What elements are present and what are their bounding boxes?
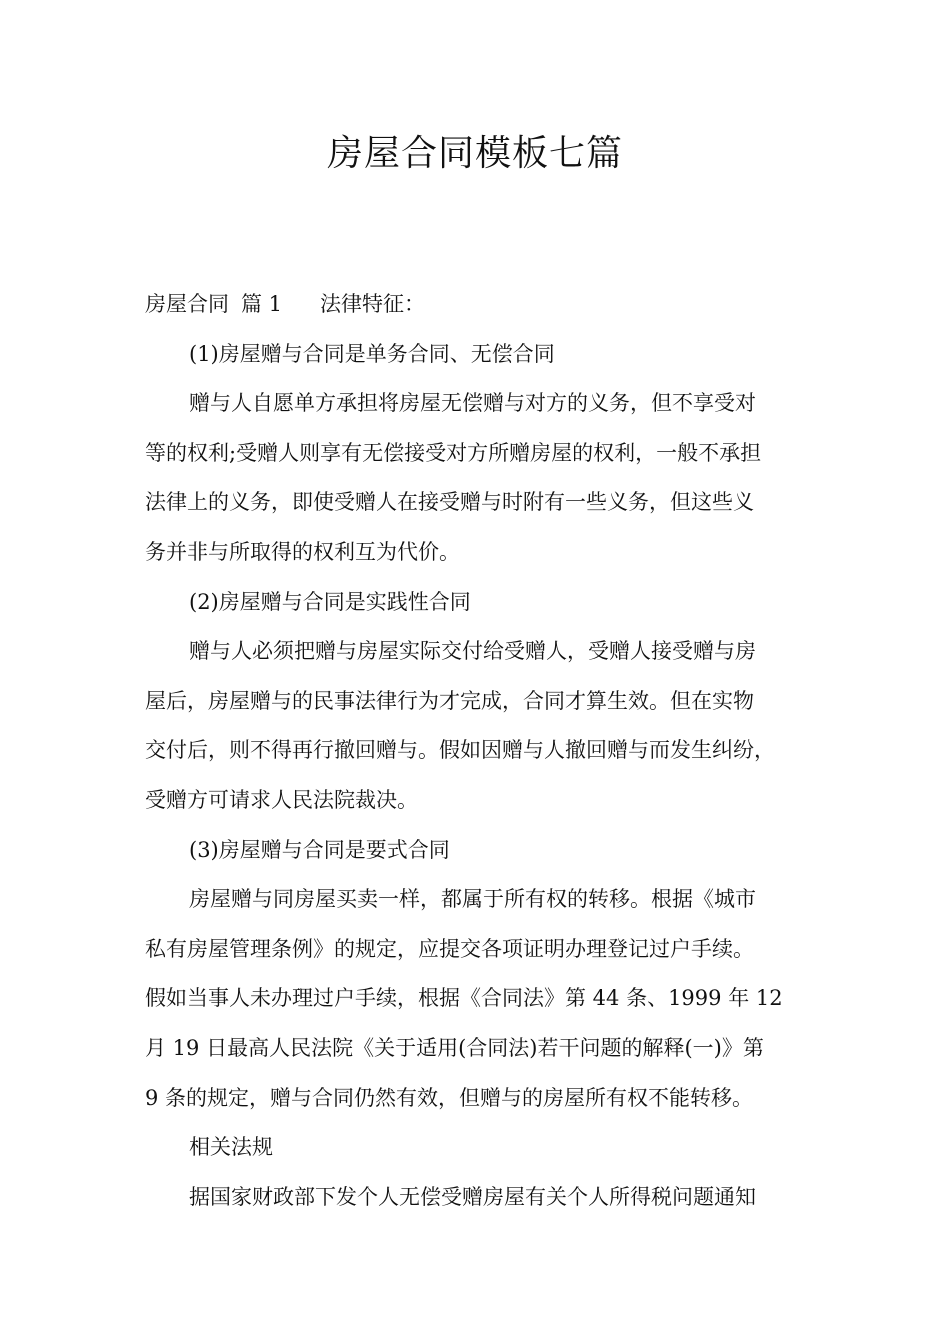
text-line: 假如当事人未办理过户手续，根据《合同法》第 44 条、1999 年 12 [145, 986, 783, 1011]
paragraph-lines [145, 330, 835, 1223]
text-line: 屋后，房屋赠与的民事法律行为才完成，合同才算生效。但在实物 [145, 688, 754, 713]
section-heading: 房屋合同 [145, 292, 229, 316]
section-heading-line [145, 280, 835, 330]
text-line: 务并非与所取得的权利互为代价。 [145, 539, 460, 564]
text-line: (2)房屋赠与合同是实践性合同 [189, 589, 471, 614]
text-line: 据国家财政部下发个人无偿受赠房屋有关个人所得税问题通知 [189, 1184, 756, 1209]
text-line: 9 条的规定，赠与合同仍然有效，但赠与的房屋所有权不能转移。 [145, 1085, 754, 1110]
text-line: 私有房屋管理条例》的规定，应提交各项证明办理登记过户手续。 [145, 936, 754, 961]
section-label: 法律特征： [320, 292, 426, 316]
text-line: 月 19 日最高人民法院《关于适用(合同法)若干问题的解释(一)》第 [145, 1035, 764, 1060]
text-line: 赠与人自愿单方承担将房屋无偿赠与对方的义务，但不享受对 [189, 391, 756, 416]
text-line: 房屋赠与同房屋买卖一样，都属于所有权的转移。根据《城市 [189, 887, 756, 912]
text-line: 交付后，则不得再行撤回赠与。假如因赠与人撤回赠与而发生纠纷， [145, 738, 775, 763]
document-title: 房屋合同模板七篇 [326, 133, 623, 174]
text-line: 法律上的义务，即使受赠人在接受赠与时附有一些义务，但这些义 [145, 490, 754, 515]
text-line: 受赠方可请求人民法院裁决。 [145, 787, 418, 812]
text-line: (3)房屋赠与合同是要式合同 [189, 837, 450, 862]
text-line: 等的权利;受赠人则享有无偿接受对方所赠房屋的权利，一般不承担 [145, 440, 762, 465]
document-body [145, 280, 835, 1222]
text-line: 相关法规 [189, 1135, 273, 1160]
text-line: 赠与人必须把赠与房屋实际交付给受赠人，受赠人接受赠与房 [189, 639, 756, 664]
section-number: 篇 1 [241, 292, 283, 316]
text-line: (1)房屋赠与合同是单务合同、无偿合同 [189, 341, 555, 366]
